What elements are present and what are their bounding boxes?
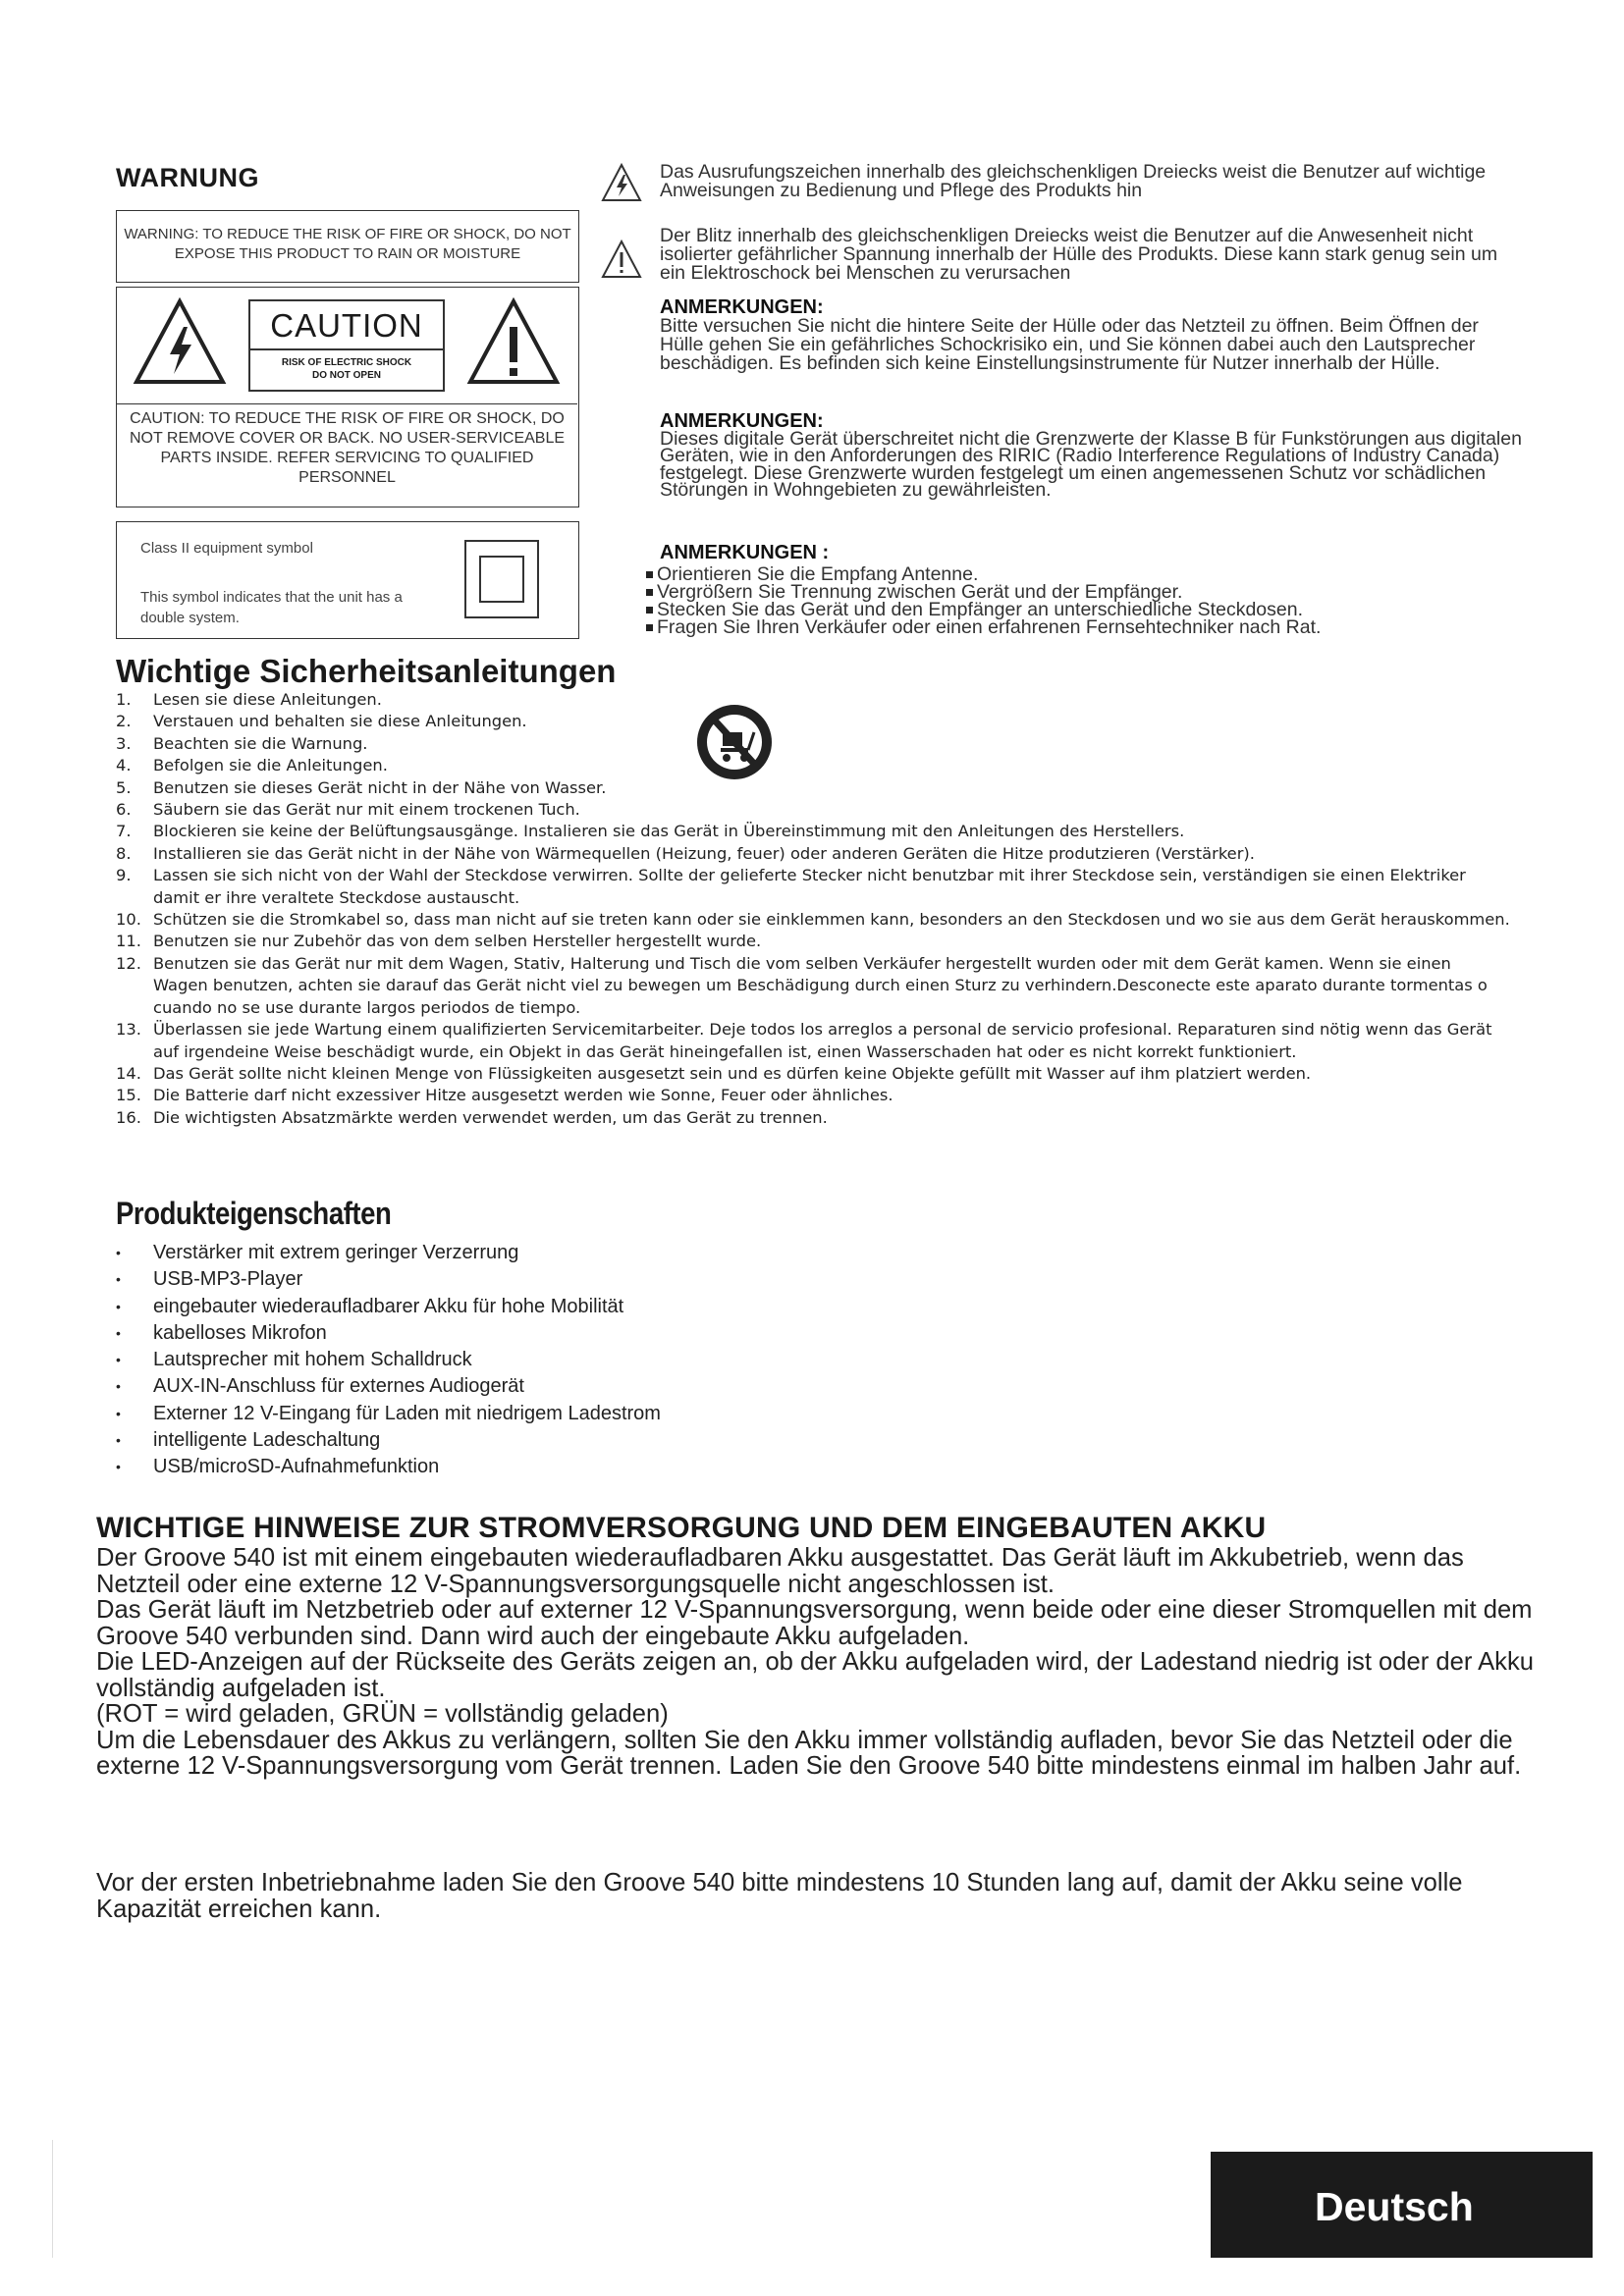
list-item: • USB-MP3-Player [116, 1268, 303, 1291]
power-paragraph: Das Gerät läuft im Netzbetrieb oder auf externer 12 V-Spannungsversorgung, wenn beide oder eine dieser Stromquellen mit dem Groove 540 verbunden sind. Dann wird auch der eingebaute Akku aufgeladen. [96, 1596, 1533, 1650]
notes-2-text: Dieses digitale Gerät überschreitet nicht die Grenzwerte der Klasse B für Funkstörungen aus digitalen Geräten, wie in den Anforderungen des RIRIC (Radio Interference Regulations of Industry Canada) festgelegt. Diese Grenzwerte wurden festgelegt um einen angemessenen Schutz vor schädlichen Störungen in Wohngebieten zu gewährleisten. [660, 427, 1522, 501]
list-item: 10. Schützen sie die Stromkabel so, dass man nicht auf sie treten kann oder sie einklemmen kann, besonders an den Steckdosen und wo sie aus dem Gerät herauskommen. [116, 910, 1510, 930]
power-final [96, 1870, 1549, 1923]
list-item: 1. Lesen sie diese Anleitungen. [116, 690, 382, 709]
power-body [96, 1545, 1549, 1780]
power-paragraph: Um die Lebensdauer des Akkus zu verlängern, sollten Sie den Akku immer vollständig aufladen, bevor Sie das Netzteil oder die externe 12 V-Spannungsversorgung vom Gerät trennen. Laden Sie den Groove 540 bitte mindestens einmal im halben Jahr auf. [96, 1726, 1522, 1780]
list-item: 14. Das Gerät sollte nicht kleinen Menge von Flüssigkeiten ausgesetzt sein und es dürfen keine Objekte gefüllt mit Wasser auf ihm platziert werden. [116, 1063, 1312, 1083]
notes-1-title: ANMERKUNGEN: [660, 296, 824, 318]
caution-panel [116, 287, 579, 507]
list-item: • Externer 12 V-Eingang für Laden mit niedrigem Ladestrom [116, 1402, 661, 1424]
list-item: • AUX-IN-Anschluss für externes Audiogerät [116, 1375, 524, 1398]
list-item: 11. Benutzen sie nur Zubehör das von dem selben Hersteller hergestellt wurde. [116, 932, 762, 951]
warning-title: WARNUNG [116, 163, 259, 192]
list-item: • eingebauter wiederaufladbarer Akku für hohe Mobilität [116, 1295, 624, 1317]
caution-symbols [117, 288, 577, 404]
list-item: • Verstärker mit extrem geringer Verzerrung [116, 1242, 519, 1263]
double-square-icon [464, 540, 539, 618]
list-item: 13. Überlassen sie jede Wartung einem qualifizierten Servicemitarbeiter. Deje todos los arreglos a personal de servicio profesional. Reparaturen sind nötig wenn das Gerät auf irgendeine Weise beschädigt wurde, ein Objekt in das Gerät hineingefallen ist, einen Wasserschaden hat oder es nicht korrekt funktioniert. [116, 1020, 1492, 1061]
power-paragraph: Der Groove 540 ist mit einem eingebauten wiederaufladbaren Akku ausgestattet. Das Gerät läuft im Akkubetrieb, wenn das Netzteil oder eine externe 12 V-Spannungsversorgungsquelle nicht angeschlossen ist. [96, 1544, 1464, 1598]
list-item: 12. Benutzen sie das Gerät nur mit dem Wagen, Stativ, Halterung und Tisch die vom selben Verkäufer hergestellt wurden oder mit dem Gerät kamen. Wenn sie einen Wagen benutzen, achten sie darauf das Gerät nicht viel zu bewegen um Beschädigung durch einen Sturz zu verhindern.Desconecte este aparato durante tormentas o cuando no se use durante largos periodos de tiempo. [116, 953, 1488, 1017]
list-item: • USB/microSD-Aufnahmefunktion [116, 1456, 440, 1478]
exclamation-triangle-small-icon [601, 240, 642, 279]
list-item: 5. Benutzen sie dieses Gerät nicht in der Nähe von Wasser. [116, 777, 607, 797]
list-item: 2. Verstauen und behalten sie diese Anleitungen. [116, 712, 527, 731]
power-paragraph: (ROT = wird geladen, GRÜN = vollständig geladen) [96, 1700, 669, 1728]
caution-small-line-1: RISK OF ELECTRIC SHOCK [281, 357, 412, 368]
list-item: 6. Säubern sie das Gerät nur mit einem trockenen Tuch. [116, 800, 580, 820]
features-list [116, 1240, 661, 1481]
lightning-triangle-small-icon [601, 163, 642, 202]
notes-3-title: ANMERKUNGEN : [660, 542, 830, 563]
caution-word: CAUTION [250, 307, 443, 350]
notes-1 [660, 298, 1524, 373]
notes-1-text: Bitte versuchen Sie nicht die hintere Seite der Hülle oder das Netzteil zu öffnen. Beim Öffnen der Hülle gehen Sie ein gefährliches Schockrisiko ein, und Sie können dabei auch den Lautsprecher beschädigen. Es befinden sich keine Einstellungsinstrumente für Nutzer innerhalb der Hülle. [660, 315, 1479, 374]
safety-list [116, 689, 1510, 1129]
list-item: Vergrößern Sie Trennung zwischen Gerät und der Empfänger. [660, 584, 1524, 601]
list-item: 9. Lassen sie sich nicht von der Wahl der Steckdose verwirren. Sollte der gelieferte Stecker nicht benutzbar mit ihrer Steckdose sein, verständigen sie einen Elektriker damit er ihre veraltete Steckdose austauscht. [116, 866, 1466, 907]
exclamation-triangle-icon [466, 297, 561, 386]
list-item: Fragen Sie Ihren Verkäufer oder einen erfahrenen Fernsehtechniker nach Rat. [660, 619, 1524, 636]
list-item: Stecken Sie das Gerät und den Empfänger an unterschiedliche Steckdosen. [660, 602, 1524, 618]
power-title: WICHTIGE HINWEISE ZUR STROMVERSORGUNG UND DEM EINGEBAUTEN AKKU [96, 1512, 1267, 1544]
power-paragraph: Die LED-Anzeigen auf der Rückseite des Geräts zeigen an, ob der Akku aufgeladen wird, der Ladestand niedrig ist oder der Akku vollständig aufgeladen ist. [96, 1648, 1534, 1702]
list-item: 16. Die wichtigsten Absatzmärkte werden verwendet werden, um das Gerät zu trennen. [116, 1107, 828, 1127]
class-ii-text: This symbol indicates that the unit has a double system. [140, 589, 403, 626]
caution-small-line-2: DO NOT OPEN [311, 370, 381, 381]
list-item: • intelligente Ladeschaltung [116, 1429, 381, 1452]
list-item: 8. Installieren sie das Gerät nicht in der Nähe von Wärmequellen (Heizung, feuer) oder anderen Geräten die Hitze produtzieren (Verstärker). [116, 843, 1255, 863]
class-ii-box [116, 521, 579, 639]
power-paragraph: Vor der ersten Inbetriebnahme laden Sie den Groove 540 bitte mindestens 10 Stunden lang auf, damit der Akku seine volle Kapazität erreichen kann. [96, 1869, 1463, 1923]
list-item: • Lautsprecher mit hohem Schalldruck [116, 1349, 472, 1371]
list-item: 15. Die Batterie darf nicht exzessiver Hitze ausgesetzt werden wie Sonne, Feuer oder ähnliches. [116, 1086, 893, 1105]
list-item: • kabelloses Mikrofon [116, 1321, 327, 1344]
warning-box: WARNING: TO REDUCE THE RISK OF FIRE OR SHOCK, DO NOT EXPOSE THIS PRODUCT TO RAIN OR MOISTURE [116, 210, 579, 283]
caution-small-text [250, 356, 443, 382]
caution-text: CAUTION: TO REDUCE THE RISK OF FIRE OR SHOCK, DO NOT REMOVE COVER OR BACK. NO USER-SERVICEABLE PARTS INSIDE. REFER SERVICING TO QUALIFIED PERSONNEL [129, 410, 566, 486]
lightning-note: Der Blitz innerhalb des gleichschenkligen Dreiecks weist die Benutzer auf die Anwesenheit nicht isolierter gefährlicher Spannung innerhalb der Hülle des Produkts. Diese kann stark genug sein um ein Elektroschock bei Menschen zu verursachen [660, 225, 1498, 284]
safety-title: Wichtige Sicherheitsanleitungen [116, 653, 617, 689]
list-item: 3. Beachten sie die Warnung. [116, 733, 368, 753]
exclamation-note: Das Ausrufungszeichen innerhalb des gleichschenkligen Dreiecks weist die Benutzer auf wichtige Anweisungen zu Bedienung und Pflege des Produkts hin [660, 161, 1487, 201]
notes-3-list [657, 563, 1524, 638]
list-item: Orientieren Sie die Empfang Antenne. [660, 566, 1524, 583]
notes-2 [660, 410, 1524, 501]
lightning-triangle-icon [133, 297, 227, 386]
language-tab: Deutsch [1211, 2152, 1593, 2258]
caution-label [248, 299, 445, 392]
margin-line [52, 2140, 53, 2258]
list-item: 7. Blockieren sie keine der Belüftungsausgänge. Instalieren sie das Gerät in Übereinstimmung mit den Anleitungen des Herstellers. [116, 822, 1185, 841]
list-item: 4. Befolgen sie die Anleitungen. [116, 756, 388, 775]
features-title: Produkteigenschaften [116, 1196, 392, 1231]
notes-2-title: ANMERKUNGEN: [660, 410, 824, 432]
class-ii-title: Class II equipment symbol [140, 540, 313, 557]
